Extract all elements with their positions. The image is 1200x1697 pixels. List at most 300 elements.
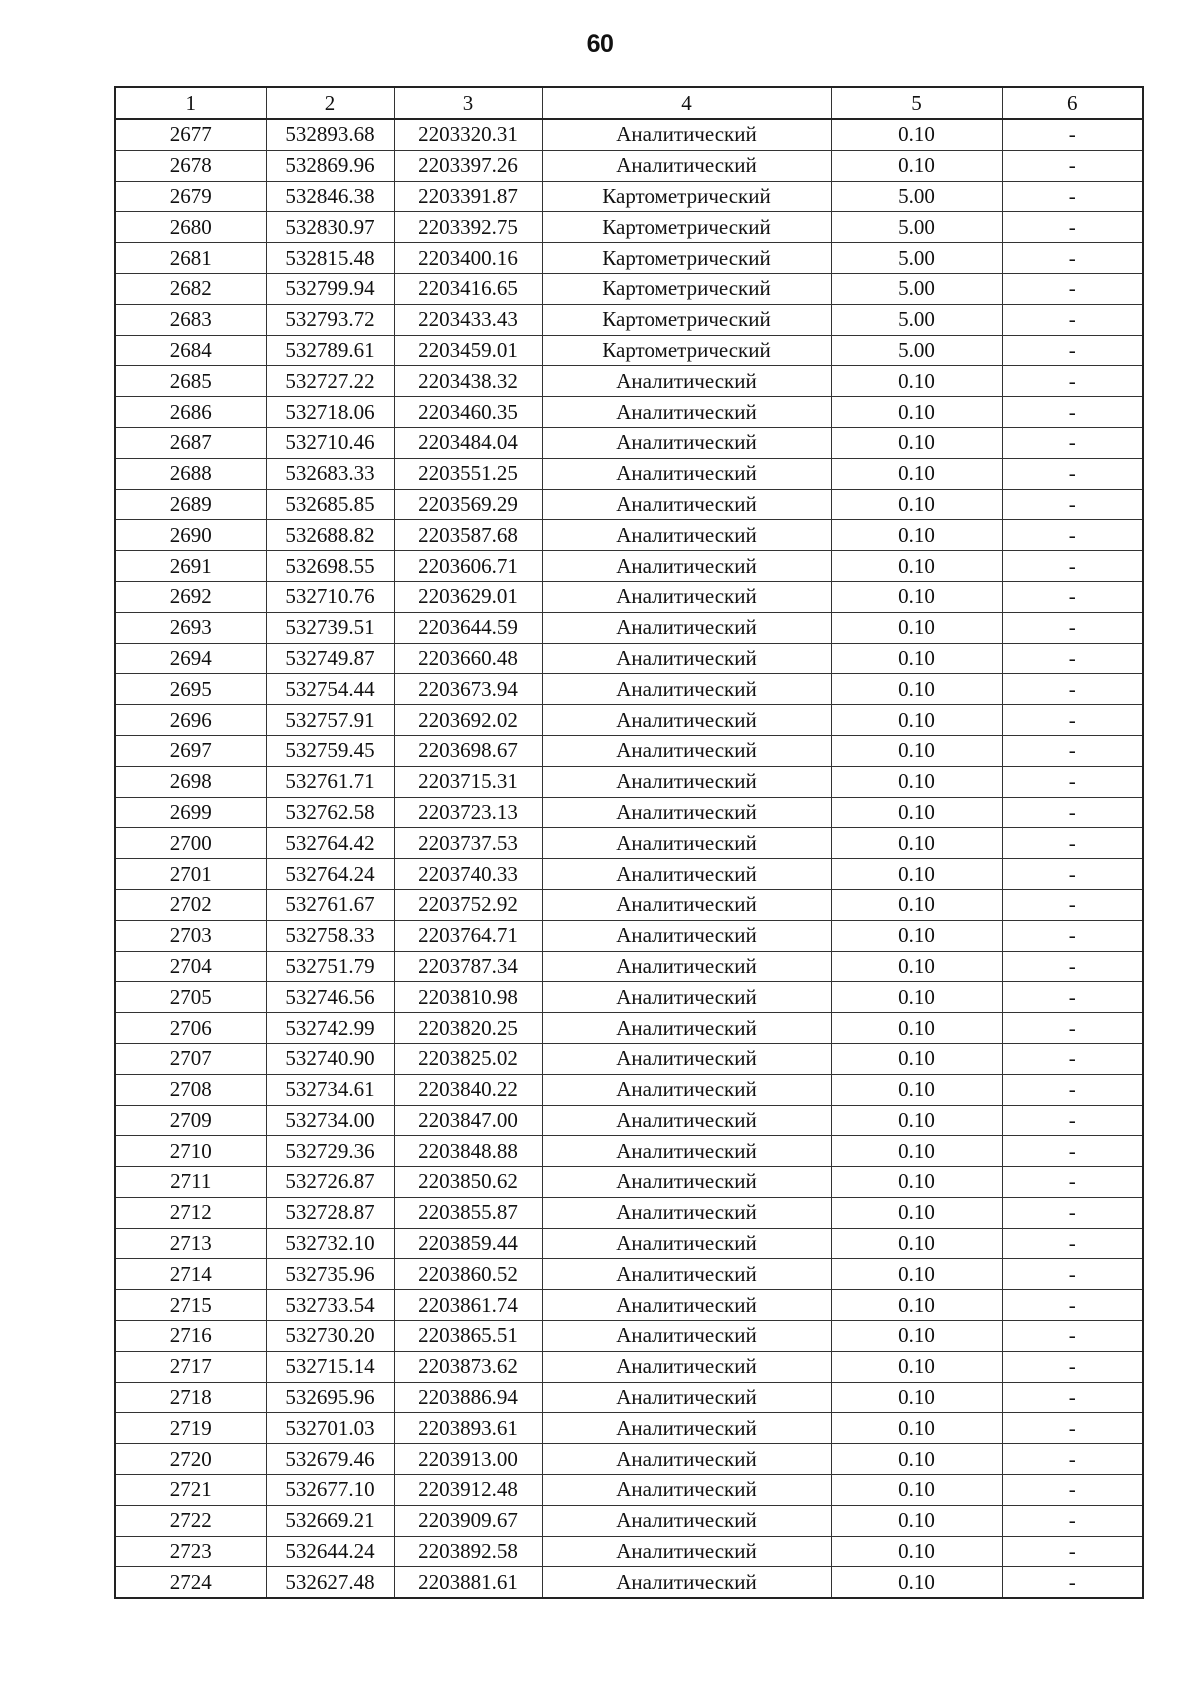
accuracy-cell: 0.10 xyxy=(831,1382,1002,1413)
y-coordinate-cell: 2203660.48 xyxy=(394,643,542,674)
x-coordinate-cell: 532764.24 xyxy=(266,859,394,890)
table-row xyxy=(115,489,1143,520)
y-coordinate-cell: 2203629.01 xyxy=(394,581,542,612)
point-number-cell: 2679 xyxy=(115,181,266,212)
method-cell: Аналитический xyxy=(542,150,831,181)
note-cell: - xyxy=(1002,612,1143,643)
accuracy-cell: 0.10 xyxy=(831,1475,1002,1506)
x-coordinate-cell: 532669.21 xyxy=(266,1505,394,1536)
point-number-cell: 2714 xyxy=(115,1259,266,1290)
point-number-cell: 2722 xyxy=(115,1505,266,1536)
accuracy-cell: 0.10 xyxy=(831,489,1002,520)
x-coordinate-cell: 532688.82 xyxy=(266,520,394,551)
note-cell: - xyxy=(1002,1197,1143,1228)
point-number-cell: 2689 xyxy=(115,489,266,520)
table-row xyxy=(115,612,1143,643)
point-number-cell: 2682 xyxy=(115,273,266,304)
accuracy-cell: 5.00 xyxy=(831,181,1002,212)
table-row xyxy=(115,1197,1143,1228)
accuracy-cell: 0.10 xyxy=(831,735,1002,766)
note-cell: - xyxy=(1002,489,1143,520)
point-number-cell: 2710 xyxy=(115,1136,266,1167)
accuracy-cell: 0.10 xyxy=(831,520,1002,551)
point-number-cell: 2709 xyxy=(115,1105,266,1136)
point-number-cell: 2713 xyxy=(115,1228,266,1259)
x-coordinate-cell: 532728.87 xyxy=(266,1197,394,1228)
method-cell: Аналитический xyxy=(542,766,831,797)
table-row xyxy=(115,119,1143,150)
table-row xyxy=(115,1351,1143,1382)
note-cell: - xyxy=(1002,951,1143,982)
table-row xyxy=(115,366,1143,397)
accuracy-cell: 0.10 xyxy=(831,1043,1002,1074)
method-cell: Аналитический xyxy=(542,951,831,982)
note-cell: - xyxy=(1002,889,1143,920)
method-cell: Аналитический xyxy=(542,1074,831,1105)
y-coordinate-cell: 2203848.88 xyxy=(394,1136,542,1167)
y-coordinate-cell: 2203438.32 xyxy=(394,366,542,397)
accuracy-cell: 0.10 xyxy=(831,119,1002,150)
y-coordinate-cell: 2203810.98 xyxy=(394,982,542,1013)
y-coordinate-cell: 2203400.16 xyxy=(394,243,542,274)
accuracy-cell: 5.00 xyxy=(831,335,1002,366)
method-cell: Аналитический xyxy=(542,1351,831,1382)
method-cell: Аналитический xyxy=(542,458,831,489)
point-number-cell: 2715 xyxy=(115,1290,266,1321)
y-coordinate-cell: 2203416.65 xyxy=(394,273,542,304)
table-row xyxy=(115,1321,1143,1352)
note-cell: - xyxy=(1002,150,1143,181)
x-coordinate-cell: 532734.00 xyxy=(266,1105,394,1136)
x-coordinate-cell: 532698.55 xyxy=(266,551,394,582)
table-row xyxy=(115,1043,1143,1074)
table-row xyxy=(115,1444,1143,1475)
point-number-cell: 2707 xyxy=(115,1043,266,1074)
note-cell: - xyxy=(1002,1536,1143,1567)
point-number-cell: 2696 xyxy=(115,705,266,736)
table-row xyxy=(115,643,1143,674)
note-cell: - xyxy=(1002,1043,1143,1074)
point-number-cell: 2677 xyxy=(115,119,266,150)
note-cell: - xyxy=(1002,643,1143,674)
method-cell: Аналитический xyxy=(542,397,831,428)
x-coordinate-cell: 532701.03 xyxy=(266,1413,394,1444)
column-header: 4 xyxy=(542,87,831,119)
table-row xyxy=(115,551,1143,582)
x-coordinate-cell: 532644.24 xyxy=(266,1536,394,1567)
point-number-cell: 2694 xyxy=(115,643,266,674)
note-cell: - xyxy=(1002,828,1143,859)
y-coordinate-cell: 2203850.62 xyxy=(394,1167,542,1198)
note-cell: - xyxy=(1002,366,1143,397)
table-row xyxy=(115,397,1143,428)
method-cell: Аналитический xyxy=(542,1475,831,1506)
x-coordinate-cell: 532740.90 xyxy=(266,1043,394,1074)
coordinates-table xyxy=(114,86,1144,1599)
accuracy-cell: 0.10 xyxy=(831,581,1002,612)
accuracy-cell: 0.10 xyxy=(831,643,1002,674)
method-cell: Аналитический xyxy=(542,1382,831,1413)
table-row xyxy=(115,797,1143,828)
x-coordinate-cell: 532726.87 xyxy=(266,1167,394,1198)
y-coordinate-cell: 2203551.25 xyxy=(394,458,542,489)
x-coordinate-cell: 532718.06 xyxy=(266,397,394,428)
note-cell: - xyxy=(1002,335,1143,366)
x-coordinate-cell: 532677.10 xyxy=(266,1475,394,1506)
x-coordinate-cell: 532830.97 xyxy=(266,212,394,243)
x-coordinate-cell: 532710.76 xyxy=(266,581,394,612)
method-cell: Аналитический xyxy=(542,1013,831,1044)
table-row xyxy=(115,1013,1143,1044)
note-cell: - xyxy=(1002,458,1143,489)
y-coordinate-cell: 2203320.31 xyxy=(394,119,542,150)
note-cell: - xyxy=(1002,1167,1143,1198)
accuracy-cell: 0.10 xyxy=(831,859,1002,890)
x-coordinate-cell: 532732.10 xyxy=(266,1228,394,1259)
note-cell: - xyxy=(1002,273,1143,304)
y-coordinate-cell: 2203673.94 xyxy=(394,674,542,705)
method-cell: Аналитический xyxy=(542,520,831,551)
accuracy-cell: 0.10 xyxy=(831,766,1002,797)
method-cell: Аналитический xyxy=(542,1505,831,1536)
method-cell: Картометрический xyxy=(542,273,831,304)
y-coordinate-cell: 2203859.44 xyxy=(394,1228,542,1259)
method-cell: Аналитический xyxy=(542,1444,831,1475)
y-coordinate-cell: 2203392.75 xyxy=(394,212,542,243)
accuracy-cell: 0.10 xyxy=(831,1505,1002,1536)
y-coordinate-cell: 2203698.67 xyxy=(394,735,542,766)
x-coordinate-cell: 532761.71 xyxy=(266,766,394,797)
x-coordinate-cell: 532734.61 xyxy=(266,1074,394,1105)
table-row xyxy=(115,859,1143,890)
point-number-cell: 2695 xyxy=(115,674,266,705)
x-coordinate-cell: 532815.48 xyxy=(266,243,394,274)
table-row xyxy=(115,1167,1143,1198)
point-number-cell: 2681 xyxy=(115,243,266,274)
column-header: 6 xyxy=(1002,87,1143,119)
point-number-cell: 2724 xyxy=(115,1567,266,1598)
table-row xyxy=(115,735,1143,766)
accuracy-cell: 0.10 xyxy=(831,1351,1002,1382)
accuracy-cell: 0.10 xyxy=(831,1105,1002,1136)
note-cell: - xyxy=(1002,1013,1143,1044)
x-coordinate-cell: 532627.48 xyxy=(266,1567,394,1598)
accuracy-cell: 0.10 xyxy=(831,797,1002,828)
table-header-row xyxy=(115,87,1143,119)
table-row xyxy=(115,150,1143,181)
note-cell: - xyxy=(1002,181,1143,212)
method-cell: Аналитический xyxy=(542,1290,831,1321)
accuracy-cell: 0.10 xyxy=(831,920,1002,951)
x-coordinate-cell: 532799.94 xyxy=(266,273,394,304)
method-cell: Аналитический xyxy=(542,889,831,920)
y-coordinate-cell: 2203587.68 xyxy=(394,520,542,551)
point-number-cell: 2686 xyxy=(115,397,266,428)
y-coordinate-cell: 2203886.94 xyxy=(394,1382,542,1413)
method-cell: Картометрический xyxy=(542,335,831,366)
x-coordinate-cell: 532757.91 xyxy=(266,705,394,736)
table-row xyxy=(115,889,1143,920)
y-coordinate-cell: 2203912.48 xyxy=(394,1475,542,1506)
table-row xyxy=(115,1136,1143,1167)
accuracy-cell: 0.10 xyxy=(831,1321,1002,1352)
y-coordinate-cell: 2203825.02 xyxy=(394,1043,542,1074)
column-header: 2 xyxy=(266,87,394,119)
accuracy-cell: 0.10 xyxy=(831,1259,1002,1290)
accuracy-cell: 0.10 xyxy=(831,1444,1002,1475)
accuracy-cell: 5.00 xyxy=(831,304,1002,335)
y-coordinate-cell: 2203740.33 xyxy=(394,859,542,890)
point-number-cell: 2702 xyxy=(115,889,266,920)
x-coordinate-cell: 532759.45 xyxy=(266,735,394,766)
point-number-cell: 2711 xyxy=(115,1167,266,1198)
column-header: 5 xyxy=(831,87,1002,119)
x-coordinate-cell: 532727.22 xyxy=(266,366,394,397)
point-number-cell: 2712 xyxy=(115,1197,266,1228)
x-coordinate-cell: 532739.51 xyxy=(266,612,394,643)
x-coordinate-cell: 532679.46 xyxy=(266,1444,394,1475)
y-coordinate-cell: 2203752.92 xyxy=(394,889,542,920)
y-coordinate-cell: 2203764.71 xyxy=(394,920,542,951)
x-coordinate-cell: 532758.33 xyxy=(266,920,394,951)
accuracy-cell: 0.10 xyxy=(831,1536,1002,1567)
point-number-cell: 2703 xyxy=(115,920,266,951)
x-coordinate-cell: 532749.87 xyxy=(266,643,394,674)
y-coordinate-cell: 2203737.53 xyxy=(394,828,542,859)
point-number-cell: 2706 xyxy=(115,1013,266,1044)
y-coordinate-cell: 2203913.00 xyxy=(394,1444,542,1475)
table-row xyxy=(115,920,1143,951)
y-coordinate-cell: 2203860.52 xyxy=(394,1259,542,1290)
accuracy-cell: 0.10 xyxy=(831,1197,1002,1228)
y-coordinate-cell: 2203847.00 xyxy=(394,1105,542,1136)
note-cell: - xyxy=(1002,859,1143,890)
y-coordinate-cell: 2203723.13 xyxy=(394,797,542,828)
method-cell: Аналитический xyxy=(542,674,831,705)
note-cell: - xyxy=(1002,1567,1143,1598)
point-number-cell: 2701 xyxy=(115,859,266,890)
method-cell: Аналитический xyxy=(542,1228,831,1259)
table-row xyxy=(115,1290,1143,1321)
y-coordinate-cell: 2203861.74 xyxy=(394,1290,542,1321)
accuracy-cell: 0.10 xyxy=(831,1228,1002,1259)
accuracy-cell: 0.10 xyxy=(831,982,1002,1013)
y-coordinate-cell: 2203569.29 xyxy=(394,489,542,520)
accuracy-cell: 0.10 xyxy=(831,612,1002,643)
y-coordinate-cell: 2203715.31 xyxy=(394,766,542,797)
column-header: 1 xyxy=(115,87,266,119)
page-number: 60 xyxy=(586,30,614,58)
point-number-cell: 2723 xyxy=(115,1536,266,1567)
x-coordinate-cell: 532789.61 xyxy=(266,335,394,366)
x-coordinate-cell: 532742.99 xyxy=(266,1013,394,1044)
method-cell: Аналитический xyxy=(542,1043,831,1074)
note-cell: - xyxy=(1002,766,1143,797)
note-cell: - xyxy=(1002,920,1143,951)
accuracy-cell: 0.10 xyxy=(831,828,1002,859)
point-number-cell: 2697 xyxy=(115,735,266,766)
y-coordinate-cell: 2203909.67 xyxy=(394,1505,542,1536)
table-row xyxy=(115,243,1143,274)
y-coordinate-cell: 2203484.04 xyxy=(394,427,542,458)
x-coordinate-cell: 532764.42 xyxy=(266,828,394,859)
accuracy-cell: 0.10 xyxy=(831,458,1002,489)
accuracy-cell: 5.00 xyxy=(831,212,1002,243)
method-cell: Аналитический xyxy=(542,427,831,458)
note-cell: - xyxy=(1002,212,1143,243)
x-coordinate-cell: 532715.14 xyxy=(266,1351,394,1382)
y-coordinate-cell: 2203855.87 xyxy=(394,1197,542,1228)
method-cell: Аналитический xyxy=(542,366,831,397)
accuracy-cell: 0.10 xyxy=(831,551,1002,582)
table-row xyxy=(115,181,1143,212)
table-row xyxy=(115,581,1143,612)
note-cell: - xyxy=(1002,1505,1143,1536)
note-cell: - xyxy=(1002,1136,1143,1167)
table-row xyxy=(115,766,1143,797)
table-row xyxy=(115,520,1143,551)
accuracy-cell: 0.10 xyxy=(831,889,1002,920)
method-cell: Аналитический xyxy=(542,828,831,859)
method-cell: Картометрический xyxy=(542,304,831,335)
table-row xyxy=(115,705,1143,736)
note-cell: - xyxy=(1002,520,1143,551)
point-number-cell: 2705 xyxy=(115,982,266,1013)
note-cell: - xyxy=(1002,1074,1143,1105)
table-row xyxy=(115,1536,1143,1567)
point-number-cell: 2719 xyxy=(115,1413,266,1444)
point-number-cell: 2693 xyxy=(115,612,266,643)
table-row xyxy=(115,1413,1143,1444)
table-row xyxy=(115,1259,1143,1290)
y-coordinate-cell: 2203644.59 xyxy=(394,612,542,643)
y-coordinate-cell: 2203433.43 xyxy=(394,304,542,335)
x-coordinate-cell: 532735.96 xyxy=(266,1259,394,1290)
accuracy-cell: 0.10 xyxy=(831,150,1002,181)
method-cell: Аналитический xyxy=(542,1167,831,1198)
y-coordinate-cell: 2203397.26 xyxy=(394,150,542,181)
table-body xyxy=(115,119,1143,1598)
y-coordinate-cell: 2203460.35 xyxy=(394,397,542,428)
method-cell: Аналитический xyxy=(542,1136,831,1167)
accuracy-cell: 0.10 xyxy=(831,397,1002,428)
x-coordinate-cell: 532846.38 xyxy=(266,181,394,212)
y-coordinate-cell: 2203787.34 xyxy=(394,951,542,982)
x-coordinate-cell: 532869.96 xyxy=(266,150,394,181)
method-cell: Аналитический xyxy=(542,489,831,520)
y-coordinate-cell: 2203840.22 xyxy=(394,1074,542,1105)
method-cell: Аналитический xyxy=(542,982,831,1013)
point-number-cell: 2678 xyxy=(115,150,266,181)
method-cell: Аналитический xyxy=(542,1197,831,1228)
x-coordinate-cell: 532729.36 xyxy=(266,1136,394,1167)
accuracy-cell: 0.10 xyxy=(831,366,1002,397)
point-number-cell: 2720 xyxy=(115,1444,266,1475)
method-cell: Аналитический xyxy=(542,705,831,736)
y-coordinate-cell: 2203865.51 xyxy=(394,1321,542,1352)
note-cell: - xyxy=(1002,1321,1143,1352)
point-number-cell: 2704 xyxy=(115,951,266,982)
y-coordinate-cell: 2203893.61 xyxy=(394,1413,542,1444)
note-cell: - xyxy=(1002,551,1143,582)
accuracy-cell: 0.10 xyxy=(831,705,1002,736)
x-coordinate-cell: 532793.72 xyxy=(266,304,394,335)
table-row xyxy=(115,1074,1143,1105)
table-row xyxy=(115,1382,1143,1413)
method-cell: Картометрический xyxy=(542,243,831,274)
note-cell: - xyxy=(1002,1259,1143,1290)
point-number-cell: 2700 xyxy=(115,828,266,859)
note-cell: - xyxy=(1002,1475,1143,1506)
y-coordinate-cell: 2203459.01 xyxy=(394,335,542,366)
note-cell: - xyxy=(1002,1444,1143,1475)
method-cell: Аналитический xyxy=(542,1321,831,1352)
method-cell: Аналитический xyxy=(542,119,831,150)
x-coordinate-cell: 532733.54 xyxy=(266,1290,394,1321)
note-cell: - xyxy=(1002,674,1143,705)
table-row xyxy=(115,458,1143,489)
x-coordinate-cell: 532761.67 xyxy=(266,889,394,920)
note-cell: - xyxy=(1002,982,1143,1013)
note-cell: - xyxy=(1002,1290,1143,1321)
table-row xyxy=(115,427,1143,458)
point-number-cell: 2680 xyxy=(115,212,266,243)
point-number-cell: 2690 xyxy=(115,520,266,551)
method-cell: Аналитический xyxy=(542,859,831,890)
table-row xyxy=(115,304,1143,335)
point-number-cell: 2692 xyxy=(115,581,266,612)
table-row xyxy=(115,951,1143,982)
note-cell: - xyxy=(1002,397,1143,428)
point-number-cell: 2691 xyxy=(115,551,266,582)
note-cell: - xyxy=(1002,119,1143,150)
method-cell: Аналитический xyxy=(542,1259,831,1290)
x-coordinate-cell: 532751.79 xyxy=(266,951,394,982)
x-coordinate-cell: 532730.20 xyxy=(266,1321,394,1352)
note-cell: - xyxy=(1002,427,1143,458)
note-cell: - xyxy=(1002,797,1143,828)
table-row xyxy=(115,982,1143,1013)
x-coordinate-cell: 532754.44 xyxy=(266,674,394,705)
note-cell: - xyxy=(1002,1228,1143,1259)
note-cell: - xyxy=(1002,304,1143,335)
method-cell: Аналитический xyxy=(542,1567,831,1598)
point-number-cell: 2716 xyxy=(115,1321,266,1352)
method-cell: Аналитический xyxy=(542,643,831,674)
table-row xyxy=(115,1505,1143,1536)
x-coordinate-cell: 532762.58 xyxy=(266,797,394,828)
x-coordinate-cell: 532746.56 xyxy=(266,982,394,1013)
accuracy-cell: 0.10 xyxy=(831,1167,1002,1198)
y-coordinate-cell: 2203873.62 xyxy=(394,1351,542,1382)
accuracy-cell: 0.10 xyxy=(831,1136,1002,1167)
method-cell: Аналитический xyxy=(542,797,831,828)
accuracy-cell: 0.10 xyxy=(831,674,1002,705)
point-number-cell: 2699 xyxy=(115,797,266,828)
accuracy-cell: 0.10 xyxy=(831,1413,1002,1444)
point-number-cell: 2688 xyxy=(115,458,266,489)
method-cell: Картометрический xyxy=(542,212,831,243)
method-cell: Аналитический xyxy=(542,1105,831,1136)
table-row xyxy=(115,674,1143,705)
x-coordinate-cell: 532695.96 xyxy=(266,1382,394,1413)
accuracy-cell: 0.10 xyxy=(831,1567,1002,1598)
note-cell: - xyxy=(1002,581,1143,612)
y-coordinate-cell: 2203391.87 xyxy=(394,181,542,212)
method-cell: Аналитический xyxy=(542,612,831,643)
y-coordinate-cell: 2203820.25 xyxy=(394,1013,542,1044)
point-number-cell: 2698 xyxy=(115,766,266,797)
